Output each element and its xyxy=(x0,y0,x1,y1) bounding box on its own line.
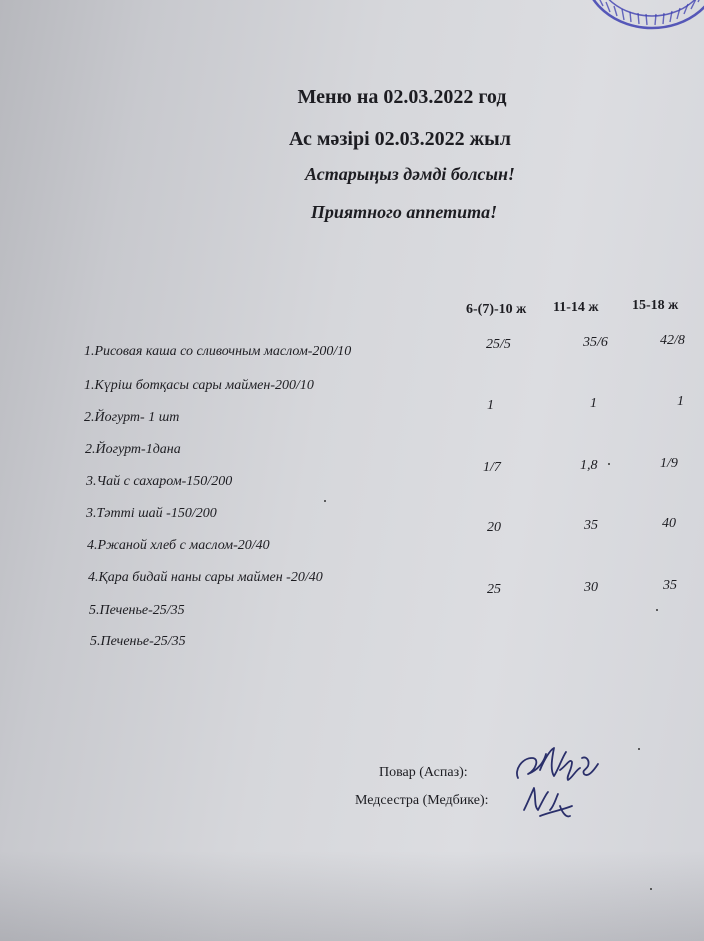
handwritten-signature xyxy=(510,740,610,822)
official-stamp xyxy=(572,0,704,42)
portion-value: 20 xyxy=(487,520,501,535)
menu-item: 4.Ржаной хлеб с маслом-20/40 xyxy=(87,538,270,553)
paper-speck xyxy=(656,609,658,611)
portion-value: 1/7 xyxy=(483,460,501,475)
nurse-signature-label: Медсестра (Медбике): xyxy=(355,793,489,808)
menu-item: 2.Йогурт- 1 шт xyxy=(84,410,180,425)
menu-item: 1.Күріш ботқасы сары маймен-200/10 xyxy=(84,378,314,393)
menu-item: 1.Рисовая каша со сливочным маслом-200/10 xyxy=(84,344,352,359)
portion-value: 30 xyxy=(584,580,598,595)
greeting-kazakh: Астарыңыз дәмді болсын! xyxy=(305,164,515,184)
portion-value: 35/6 xyxy=(583,335,608,350)
photo-shadow xyxy=(0,851,704,941)
column-header-age-6-10: 6-(7)-10 ж xyxy=(466,302,527,317)
paper-speck xyxy=(324,500,326,502)
menu-item: 5.Печенье-25/35 xyxy=(89,603,185,618)
title-kazakh: Ас мәзірі 02.03.2022 жыл xyxy=(289,128,511,150)
portion-value: 25 xyxy=(487,582,501,597)
menu-item: 5.Печенье-25/35 xyxy=(90,634,186,649)
portion-value: 1 xyxy=(590,396,597,411)
portion-value: 42/8 xyxy=(660,333,685,348)
portion-value: 40 xyxy=(662,516,676,531)
greeting-russian: Приятного аппетита! xyxy=(310,202,498,222)
column-header-age-15-18: 15-18 ж xyxy=(632,298,679,313)
paper-speck xyxy=(638,748,640,750)
paper-speck xyxy=(650,888,652,890)
menu-item: 4.Қара бидай наны сары маймен -20/40 xyxy=(88,570,323,585)
menu-item: 2.Йогурт-1дана xyxy=(85,442,181,457)
title-russian: Меню на 02.03.2022 год xyxy=(297,86,507,108)
portion-value: 25/5 xyxy=(486,337,511,352)
menu-item: 3.Тәтті шай -150/200 xyxy=(86,506,217,521)
portion-value: 35 xyxy=(584,518,598,533)
portion-value: 35 xyxy=(663,578,677,593)
paper-speck xyxy=(608,463,610,465)
menu-item: 3.Чай с сахаром-150/200 xyxy=(86,474,233,489)
column-header-age-11-14: 11-14 ж xyxy=(553,300,599,315)
portion-value: 1,8 xyxy=(580,458,598,473)
cook-signature-label: Повар (Аспаз): xyxy=(379,765,468,780)
portion-value: 1 xyxy=(487,398,494,413)
portion-value: 1 xyxy=(677,394,684,409)
portion-value: 1/9 xyxy=(660,456,678,471)
